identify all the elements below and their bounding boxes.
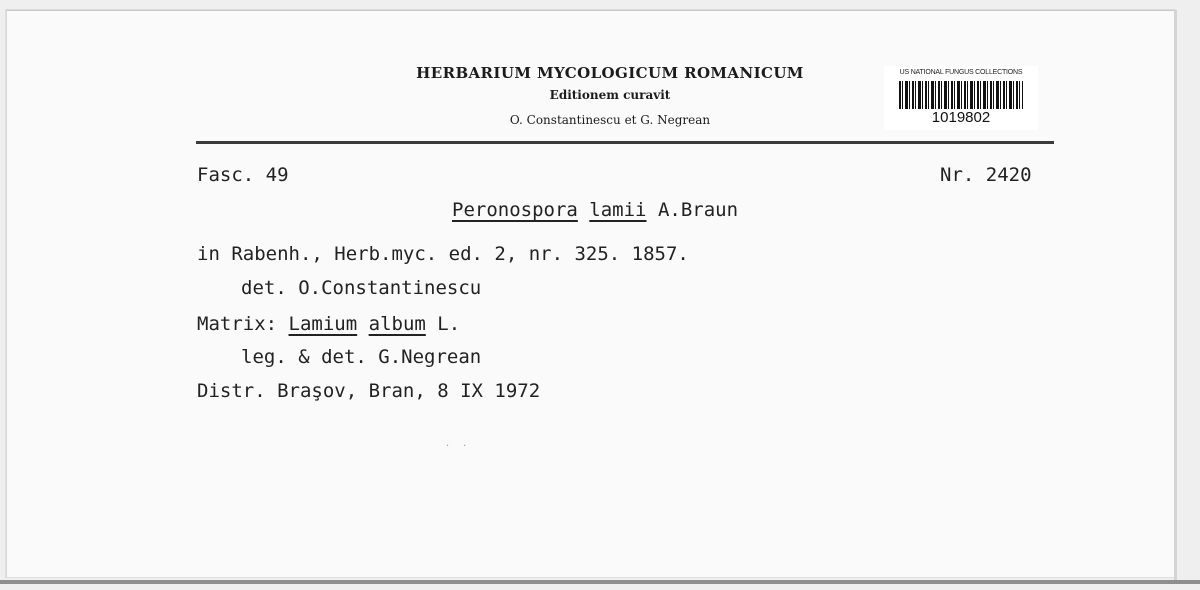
paper-right-edge [1174,10,1177,580]
host-author: L. [437,313,461,335]
paper-bottom-edge [0,580,1200,584]
paper-specks: ·​· [446,441,481,452]
species-epithet: lamii [589,199,647,221]
barcode-label [884,66,1038,130]
host-matrix [197,312,460,336]
locality-date: Distr. Braşov, Bran, 8 IX 1972 [197,380,541,402]
exsiccata-number: Nr. 2420 [940,164,1032,186]
header-divider [196,141,1054,144]
host-epithet: album [368,313,426,335]
barcode-number: 1019802 [931,109,991,126]
determiner: det. O.Constantinescu [241,277,482,299]
species-author: A.Braun [657,199,739,221]
publication-reference: in Rabenh., Herb.myc. ed. 2, nr. 325. 1857. [197,243,689,265]
species-name [452,198,738,222]
herbarium-subtitle: Editionem curavit [549,88,671,102]
barcode-icon [899,81,1023,109]
collector: leg. & det. G.Negrean [241,346,482,368]
fascicle-number: Fasc. 49 [197,164,289,186]
herbarium-title: HERBARIUM MYCOLOGICUM ROMANICUM [416,64,804,82]
barcode-caption: US NATIONAL FUNGUS COLLECTIONS [899,69,1023,76]
species-genus: Peronospora [452,199,578,221]
host-genus: Lamium [288,313,358,335]
herbarium-editors: O. Constantinescu et G. Negrean [509,113,711,127]
matrix-prefix: Matrix: [197,313,278,335]
